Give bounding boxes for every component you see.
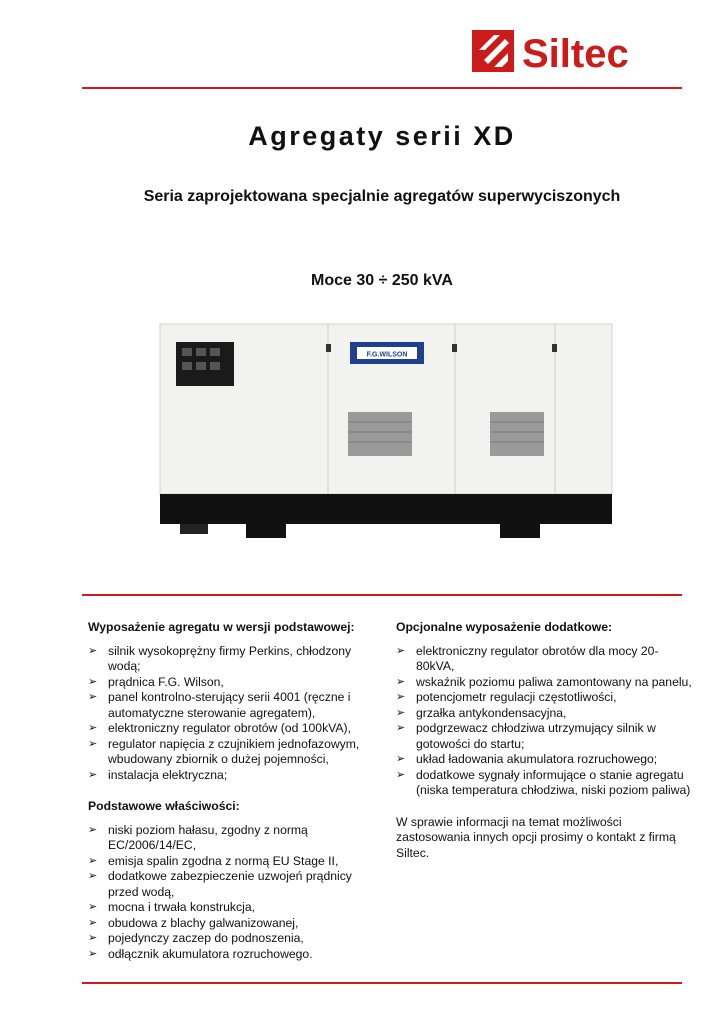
optional-equipment-list bbox=[396, 644, 696, 799]
bullet-arrow-icon: ➢ bbox=[88, 768, 98, 781]
basic-properties-heading: Podstawowe właściwości: bbox=[88, 799, 240, 813]
bullet-arrow-icon: ➢ bbox=[396, 644, 406, 657]
bullet-arrow-icon: ➢ bbox=[88, 675, 98, 688]
list-item: ➢ silnik wysokoprężny firmy Perkins, chłodzony wodą; bbox=[88, 643, 352, 673]
bullet-arrow-icon: ➢ bbox=[396, 675, 406, 688]
list-item: ➢ potencjometr regulacji częstotliwości, bbox=[396, 690, 617, 704]
list-item: ➢ regulator napięcia z czujnikiem jednofazowym, wbudowany zbiornik o dużej pojemności, bbox=[88, 736, 360, 766]
contact-note: W sprawie informacji na temat możliwości zastosowania innych opcji prosimy o kontakt z firmą Siltec. bbox=[396, 814, 676, 860]
footer-divider bbox=[82, 982, 682, 984]
brand-name: Siltec bbox=[522, 32, 629, 76]
list-item: ➢ podgrzewacz chłodziwa utrzymujący silnik w gotowości do startu; bbox=[396, 721, 656, 751]
bullet-arrow-icon: ➢ bbox=[88, 901, 98, 913]
page-title: Agregaty serii XD bbox=[248, 121, 516, 151]
bullet-arrow-icon: ➢ bbox=[88, 691, 98, 703]
section-divider bbox=[82, 594, 682, 596]
generator-photo-icon bbox=[150, 318, 620, 558]
list-item: ➢ mocna i trwała konstrukcja, bbox=[88, 900, 255, 914]
bullet-arrow-icon: ➢ bbox=[396, 722, 406, 734]
left-column bbox=[88, 620, 378, 962]
list-item: ➢ dodatkowe sygnały informujące o stanie agregatu (niska temperatura chłodziwa, niski poziom paliwa) bbox=[396, 767, 691, 797]
basic-properties-list bbox=[88, 823, 378, 963]
bullet-arrow-icon: ➢ bbox=[396, 691, 406, 703]
page-subtitle: Seria zaprojektowana specjalnie agregatów superwyciszonych bbox=[143, 188, 621, 205]
list-item: ➢ grzałka antykondensacyjna, bbox=[396, 705, 567, 720]
bullet-arrow-icon: ➢ bbox=[88, 823, 98, 836]
list-item: ➢ instalacja elektryczna; bbox=[88, 767, 228, 782]
bullet-arrow-icon: ➢ bbox=[396, 753, 406, 765]
list-item: ➢ odłącznik akumulatora rozruchowego. bbox=[88, 946, 313, 961]
brand-badge: F.G.WILSON bbox=[366, 351, 408, 359]
list-item: ➢ układ ładowania akumulatora rozruchowego; bbox=[396, 752, 658, 766]
list-item: ➢ emisja spalin zgodna z normą EU Stage II, bbox=[88, 853, 339, 868]
bullet-arrow-icon: ➢ bbox=[88, 870, 98, 882]
list-item: ➢ obudowa z blachy galwanizowanej, bbox=[88, 915, 299, 930]
bullet-arrow-icon: ➢ bbox=[396, 706, 406, 719]
right-column bbox=[396, 620, 696, 861]
bullet-arrow-icon: ➢ bbox=[88, 722, 98, 734]
list-item: ➢ pojedynczy zaczep do podnoszenia, bbox=[88, 931, 304, 945]
siltec-logo-mark-icon bbox=[470, 26, 695, 78]
list-item: ➢ panel kontrolno-sterujący serii 4001 (ręczne i automatyczne sterowanie agregatem), bbox=[88, 690, 351, 720]
bullet-arrow-icon: ➢ bbox=[88, 932, 98, 944]
bullet-arrow-icon: ➢ bbox=[88, 947, 98, 960]
header-divider bbox=[82, 87, 682, 89]
optional-equipment-heading: Opcjonalne wyposażenie dodatkowe: bbox=[396, 620, 613, 634]
standard-equipment-list bbox=[88, 644, 378, 784]
generator-photo bbox=[150, 318, 620, 558]
list-item: ➢ prądnica F.G. Wilson, bbox=[88, 674, 224, 689]
list-item: ➢ elektroniczny regulator obrotów dla mocy 20-80kVA, bbox=[396, 643, 659, 673]
list-item: ➢ dodatkowe zabezpieczenie uzwojeń prądnicy przed wodą, bbox=[88, 869, 352, 899]
bullet-arrow-icon: ➢ bbox=[88, 737, 98, 750]
list-item: ➢ wskaźnik poziomu paliwa zamontowany na panelu, bbox=[396, 674, 692, 689]
power-range: Moce 30 ÷ 250 kVA bbox=[311, 272, 453, 289]
bullet-arrow-icon: ➢ bbox=[88, 644, 98, 657]
bullet-arrow-icon: ➢ bbox=[88, 854, 98, 867]
standard-equipment-heading: Wyposażenie agregatu w wersji podstawowej: bbox=[88, 620, 355, 634]
bullet-arrow-icon: ➢ bbox=[396, 768, 406, 781]
list-item: ➢ elektroniczny regulator obrotów (od 100kVA), bbox=[88, 721, 351, 735]
siltec-logo bbox=[470, 26, 695, 78]
bullet-arrow-icon: ➢ bbox=[88, 916, 98, 929]
list-item: ➢ niski poziom hałasu, zgodny z normą EC/2006/14/EC, bbox=[88, 822, 308, 852]
